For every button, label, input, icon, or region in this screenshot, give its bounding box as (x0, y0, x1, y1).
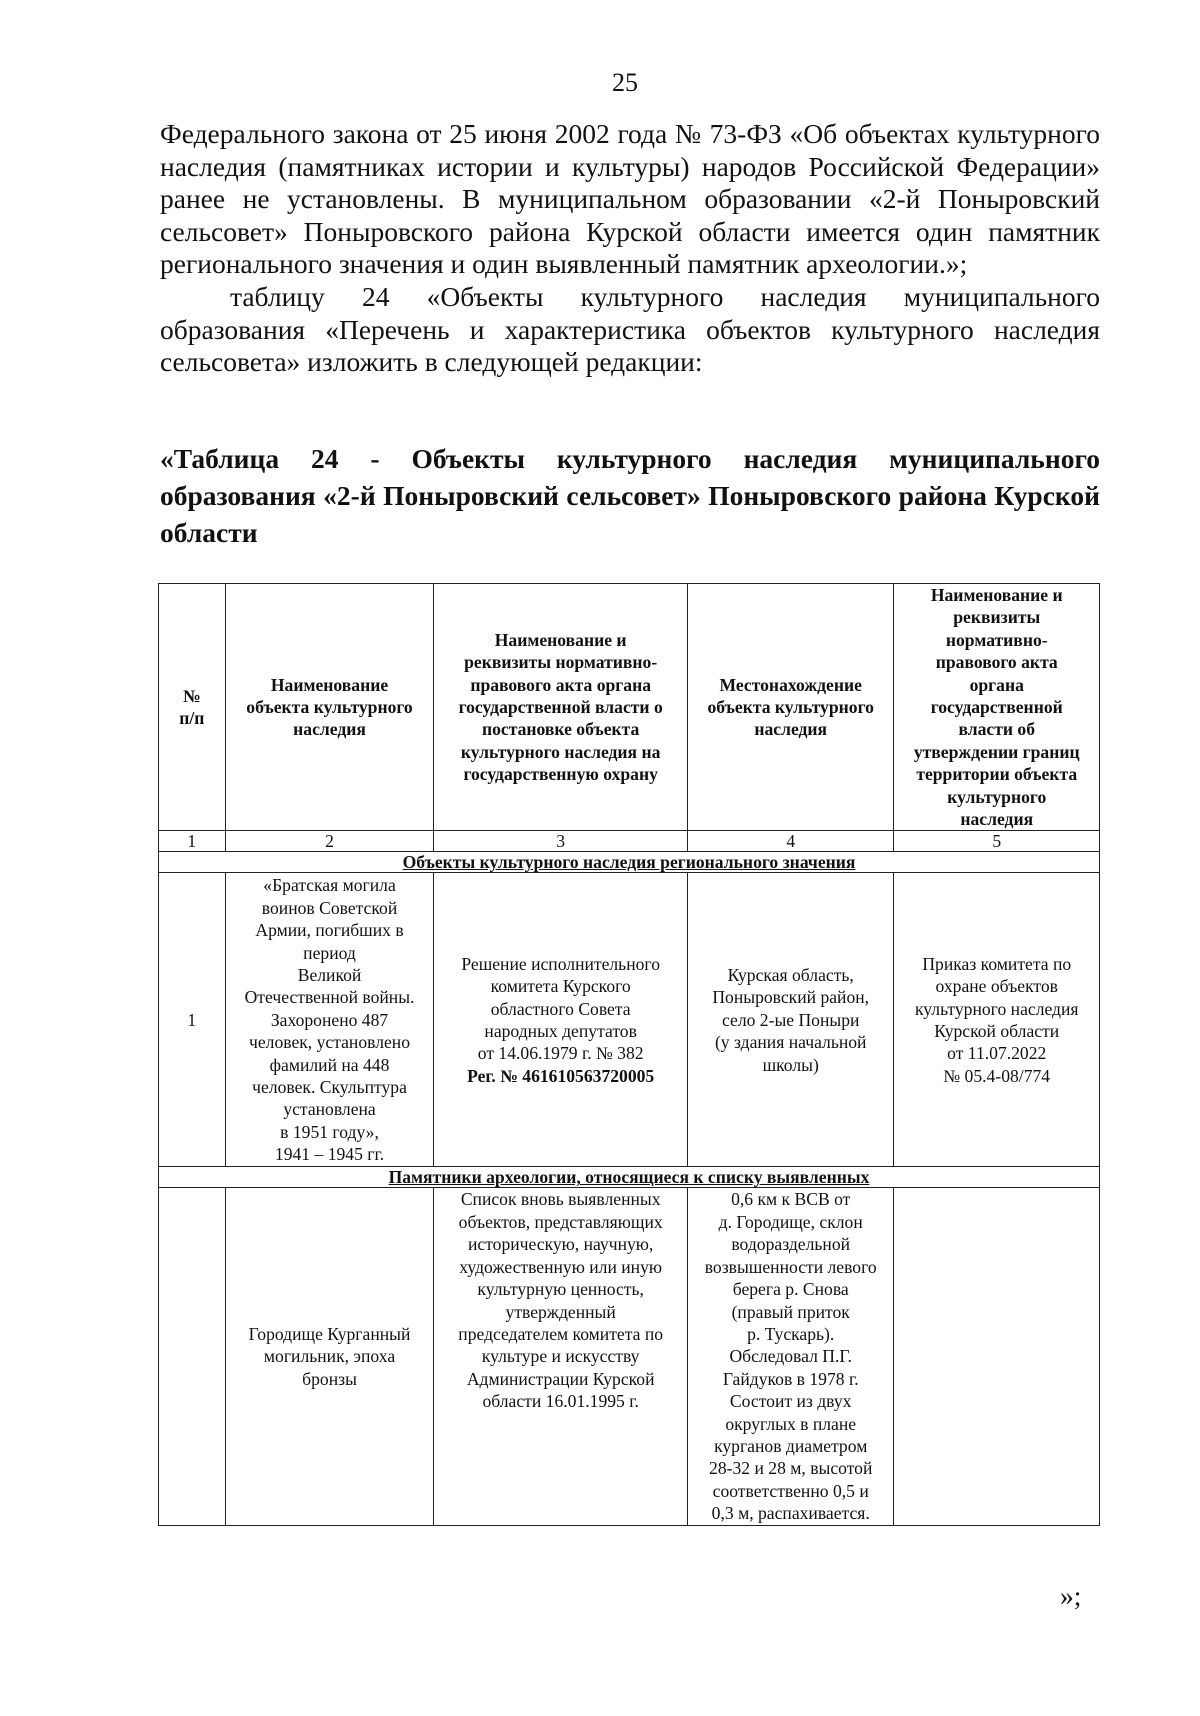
cell-text-line: соответственно 0,5 и (712, 1480, 869, 1501)
location-cell (687, 1188, 894, 1525)
cell-text-line: Местонахождение (719, 674, 862, 695)
cell-text-line: округлых в плане (725, 1413, 857, 1434)
cell-text-line: наследия (754, 719, 828, 740)
cell-text-line: художественную или иную (459, 1256, 663, 1277)
cell-text-line: 28-32 и 28 м, высотой (709, 1458, 873, 1479)
cell-text-line: области 16.01.1995 г. (482, 1391, 639, 1412)
cell-text-line: культурного наследия на (460, 741, 661, 762)
cell-text-line: бронзы (302, 1368, 357, 1389)
cell-text-line: культурного (947, 786, 1047, 807)
cell-text-line: Наименование (270, 674, 389, 695)
cell-text-line: Список вновь выявленных (460, 1189, 661, 1210)
cell-text-line: утверждении границ (913, 741, 1080, 762)
table-title: «Таблица 24 - Объекты культурного наследия муниципального образования «2-й Поныровский сельсовет» Поныровского района Курской области (160, 443, 1100, 548)
boundary-act-cell (894, 1188, 1100, 1525)
cell-text-line: фамилий на 448 (269, 1054, 390, 1075)
header-object-name (225, 584, 434, 831)
cell-text-line: областного Совета (490, 998, 631, 1019)
body-text (160, 118, 1100, 379)
cell-text-line: Курской области (934, 1020, 1060, 1041)
cell-text-line: № (182, 685, 201, 706)
section-row-regional (159, 852, 1100, 873)
header-location (687, 584, 894, 831)
cell-text-line: наследия (960, 809, 1034, 830)
page-number: 25 (612, 68, 638, 97)
cell-text-line: наследия (293, 719, 366, 740)
header-number (159, 584, 226, 831)
cell-text-line: курганов диаметром (714, 1435, 868, 1456)
protection-act-cell (434, 1188, 688, 1525)
cell-text-line: правового акта (935, 652, 1058, 673)
protection-act-text (437, 953, 684, 1065)
cell-text-line: период (303, 942, 356, 963)
heritage-objects-table (158, 583, 1100, 1526)
paragraph-law-reference: Федерального закона от 25 июня 2002 года № 73-ФЗ «Об объектах культурного наследия (памятниках истории и культуры) народов Российской Федерации» ранее не установлены. В муниципальном образовании «2-й Поныровский сельсовет» Поныровского района Курской области имеется один памятник регионального значения и один выявленный памятник археологии.»; (160, 118, 1100, 280)
table-header-row (159, 584, 1100, 831)
cell-text-line: объекта культурного (246, 697, 413, 718)
cell-text-line: № 05.4-08/774 (943, 1065, 1051, 1086)
column-number: 5 (894, 831, 1100, 852)
cell-text-line: председателем комитета по (458, 1323, 664, 1344)
cell-text-line: человек. Скульптура (252, 1076, 407, 1097)
cell-text-line: реквизиты нормативно- (464, 652, 658, 673)
cell-text-line: народных депутатов (484, 1020, 637, 1041)
cell-text-line: установлена (283, 1099, 376, 1120)
object-name-cell (225, 1188, 434, 1525)
column-number: 4 (687, 831, 894, 852)
cell-text-line: Состоит из двух (729, 1391, 852, 1412)
cell-text-line: д. Городище, склон (718, 1211, 863, 1232)
cell-text-line: Великой (297, 964, 362, 985)
section-heading-regional: Объекты культурного наследия регионального значения (159, 852, 1100, 873)
cell-text-line: культуре и искусству (481, 1346, 640, 1367)
row-number (159, 1188, 226, 1525)
column-number: 2 (225, 831, 434, 852)
cell-text-line: 1941 – 1945 гг. (274, 1144, 385, 1165)
cell-text-line: культурную ценность, (477, 1279, 644, 1300)
cell-text-line: школы) (762, 1054, 819, 1075)
paragraph-table-instruction: таблицу 24 «Объекты культурного наследия муниципального образования «Перечень и характеристика объектов культурного наследия сельсовета» изложить в следующей редакции: (160, 280, 1100, 378)
cell-text-line: водораздельной (731, 1234, 851, 1255)
cell-text-line: власти об (958, 719, 1035, 740)
closing-quote: »; (1060, 1580, 1082, 1611)
cell-text-line: от 11.07.2022 (947, 1043, 1047, 1064)
object-name-cell (225, 873, 434, 1167)
cell-text-line: могильник, эпоха (263, 1346, 396, 1367)
cell-text-line: село 2-ые Поныри (721, 1009, 860, 1030)
cell-text-line: Наименование и (930, 585, 1063, 605)
cell-text-line: Захоронено 487 (270, 1009, 389, 1030)
cell-text-line: Поныровский район, (712, 987, 870, 1008)
cell-text-line: Наименование и (494, 629, 627, 650)
cell-text-line: охране объектов (935, 976, 1058, 997)
cell-text-line: берега р. Снова (732, 1279, 849, 1300)
cell-text-line: р. Тускарь). (747, 1323, 835, 1344)
row-number: 1 (159, 873, 226, 1167)
cell-text-line: нормативно- (945, 629, 1048, 650)
section-row-archaeology (159, 1167, 1100, 1188)
cell-text-line: объектов, представляющих (458, 1211, 663, 1232)
cell-text-line: Администрации Курской (466, 1368, 655, 1389)
cell-text-line: Гайдуков в 1978 г. (722, 1368, 859, 1389)
protection-act-cell (434, 873, 688, 1167)
cell-text-line: Курская область, (727, 964, 854, 985)
cell-text-line: государственной (930, 697, 1063, 718)
cell-text-line: 0,3 м, распахивается. (711, 1503, 870, 1524)
cell-text-line: историческую, научную, (467, 1234, 654, 1255)
boundary-act-cell (894, 873, 1100, 1167)
cell-text-line: государственную охрану (463, 764, 658, 785)
cell-text-line: воинов Советской (261, 897, 398, 918)
cell-text-line: Городище Курганный (248, 1323, 411, 1344)
cell-text-line: 0,6 км к ВСВ от (731, 1189, 851, 1210)
cell-text-line: Приказ комитета по (922, 953, 1072, 974)
header-protection-act (434, 584, 688, 831)
cell-text-line: Армии, погибших в (255, 920, 404, 941)
cell-text-line: утвержденный (505, 1301, 616, 1322)
cell-text-line: государственной власти о (458, 697, 663, 718)
cell-text-line: правового акта органа (470, 674, 651, 695)
table-row (159, 873, 1100, 1167)
column-number: 1 (159, 831, 226, 852)
cell-text-line: «Братская могила (263, 875, 396, 896)
cell-text-line: (правый приток (731, 1301, 850, 1322)
registration-number: Рег. № 461610563720005 (467, 1065, 655, 1086)
cell-text-line: п/п (179, 708, 205, 729)
column-number-row (159, 831, 1100, 852)
section-heading-archaeology: Памятники археологии, относящиеся к списку выявленных (159, 1167, 1100, 1188)
cell-text-line: территории объекта (916, 764, 1078, 785)
cell-text-line: комитета Курского (490, 976, 631, 997)
location-cell (687, 873, 894, 1167)
cell-text-line: возвышенности левого (704, 1256, 877, 1277)
cell-text-line: постановке объекта (482, 719, 640, 740)
cell-text-line: реквизиты (953, 607, 1041, 628)
table-row (159, 1188, 1100, 1525)
cell-text-line: объекта культурного (707, 697, 874, 718)
cell-text-line: (у здания начальной (714, 1032, 867, 1053)
cell-text-line: органа (969, 674, 1024, 695)
column-number: 3 (434, 831, 688, 852)
cell-text-line: Решение исполнительного (461, 953, 660, 974)
cell-text-line: Обследовал П.Г. (729, 1346, 852, 1367)
cell-text-line: человек, установлено (249, 1032, 411, 1053)
header-boundary-act (894, 584, 1100, 831)
cell-text-line: в 1951 году», (280, 1121, 379, 1142)
cell-text-line: культурного наследия (914, 998, 1079, 1019)
cell-text-line: от 14.06.1979 г. № 382 (477, 1043, 644, 1064)
cell-text-line: Отечественной войны. (244, 987, 415, 1008)
